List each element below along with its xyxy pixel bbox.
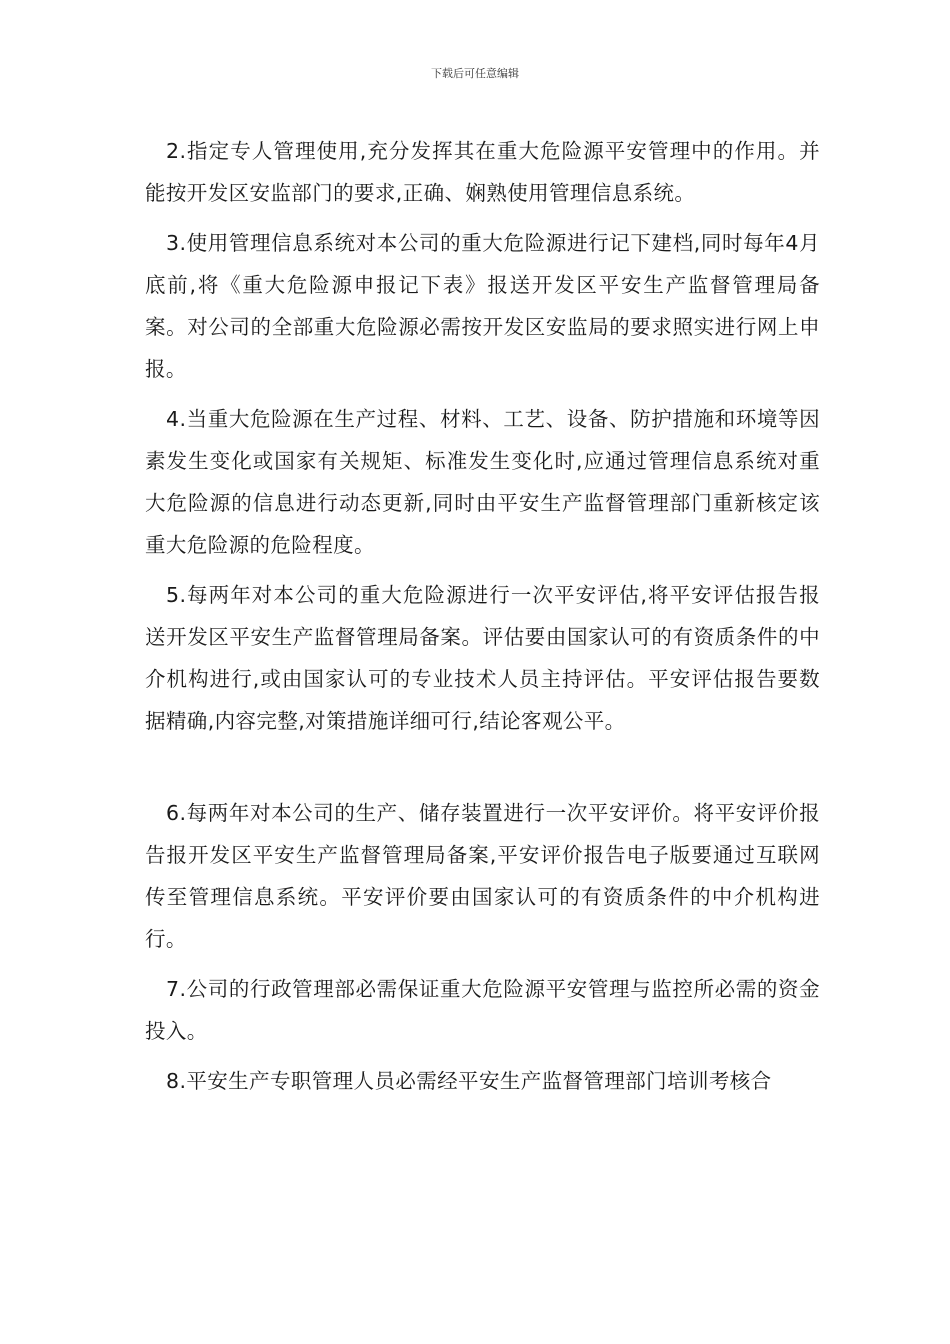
paragraph-item-2: 2.指定专人管理使用,充分发挥其在重大危险源平安管理中的作用。并能按开发区安监部门的要求,正确、娴熟使用管理信息系统。 bbox=[145, 139, 820, 205]
paragraph-item-3: 3.使用管理信息系统对本公司的重大危险源进行记下建档,同时每年4月底前,将《重大危险源申报记下表》报送开发区平安生产监督管理局备案。对公司的全部重大危险源必需按开发区安监局的要求照实进行网上申报。 bbox=[145, 231, 820, 381]
page-header: 下载后可任意编辑 bbox=[431, 67, 519, 80]
paragraph-item-6: 6.每两年对本公司的生产、储存装置进行一次平安评价。将平安评价报告报开发区平安生产监督管理局备案,平安评价报告电子版要通过互联网传至管理信息系统。平安评价要由国家认可的有资质条件的中介机构进行。 bbox=[145, 801, 820, 951]
paragraph-item-7: 7.公司的行政管理部必需保证重大危险源平安管理与监控所必需的资金投入。 bbox=[145, 977, 820, 1043]
paragraph-item-5: 5.每两年对本公司的重大危险源进行一次平安评估,将平安评估报告报送开发区平安生产监督管理局备案。评估要由国家认可的有资质条件的中介机构进行,或由国家认可的专业技术人员主持评估。平安评估报告要数据精确,内容完整,对策措施详细可行,结论客观公平。 bbox=[145, 583, 820, 733]
paragraph-item-8: 8.平安生产专职管理人员必需经平安生产监督管理部门培训考核合 bbox=[166, 1069, 772, 1093]
document-body bbox=[145, 130, 820, 1110]
paragraph-item-4: 4.当重大危险源在生产过程、材料、工艺、设备、防护措施和环境等因素发生变化或国家有关规矩、标准发生变化时,应通过管理信息系统对重大危险源的信息进行动态更新,同时由平安生产监督管理部门重新核定该重大危险源的危险程度。 bbox=[145, 407, 820, 557]
